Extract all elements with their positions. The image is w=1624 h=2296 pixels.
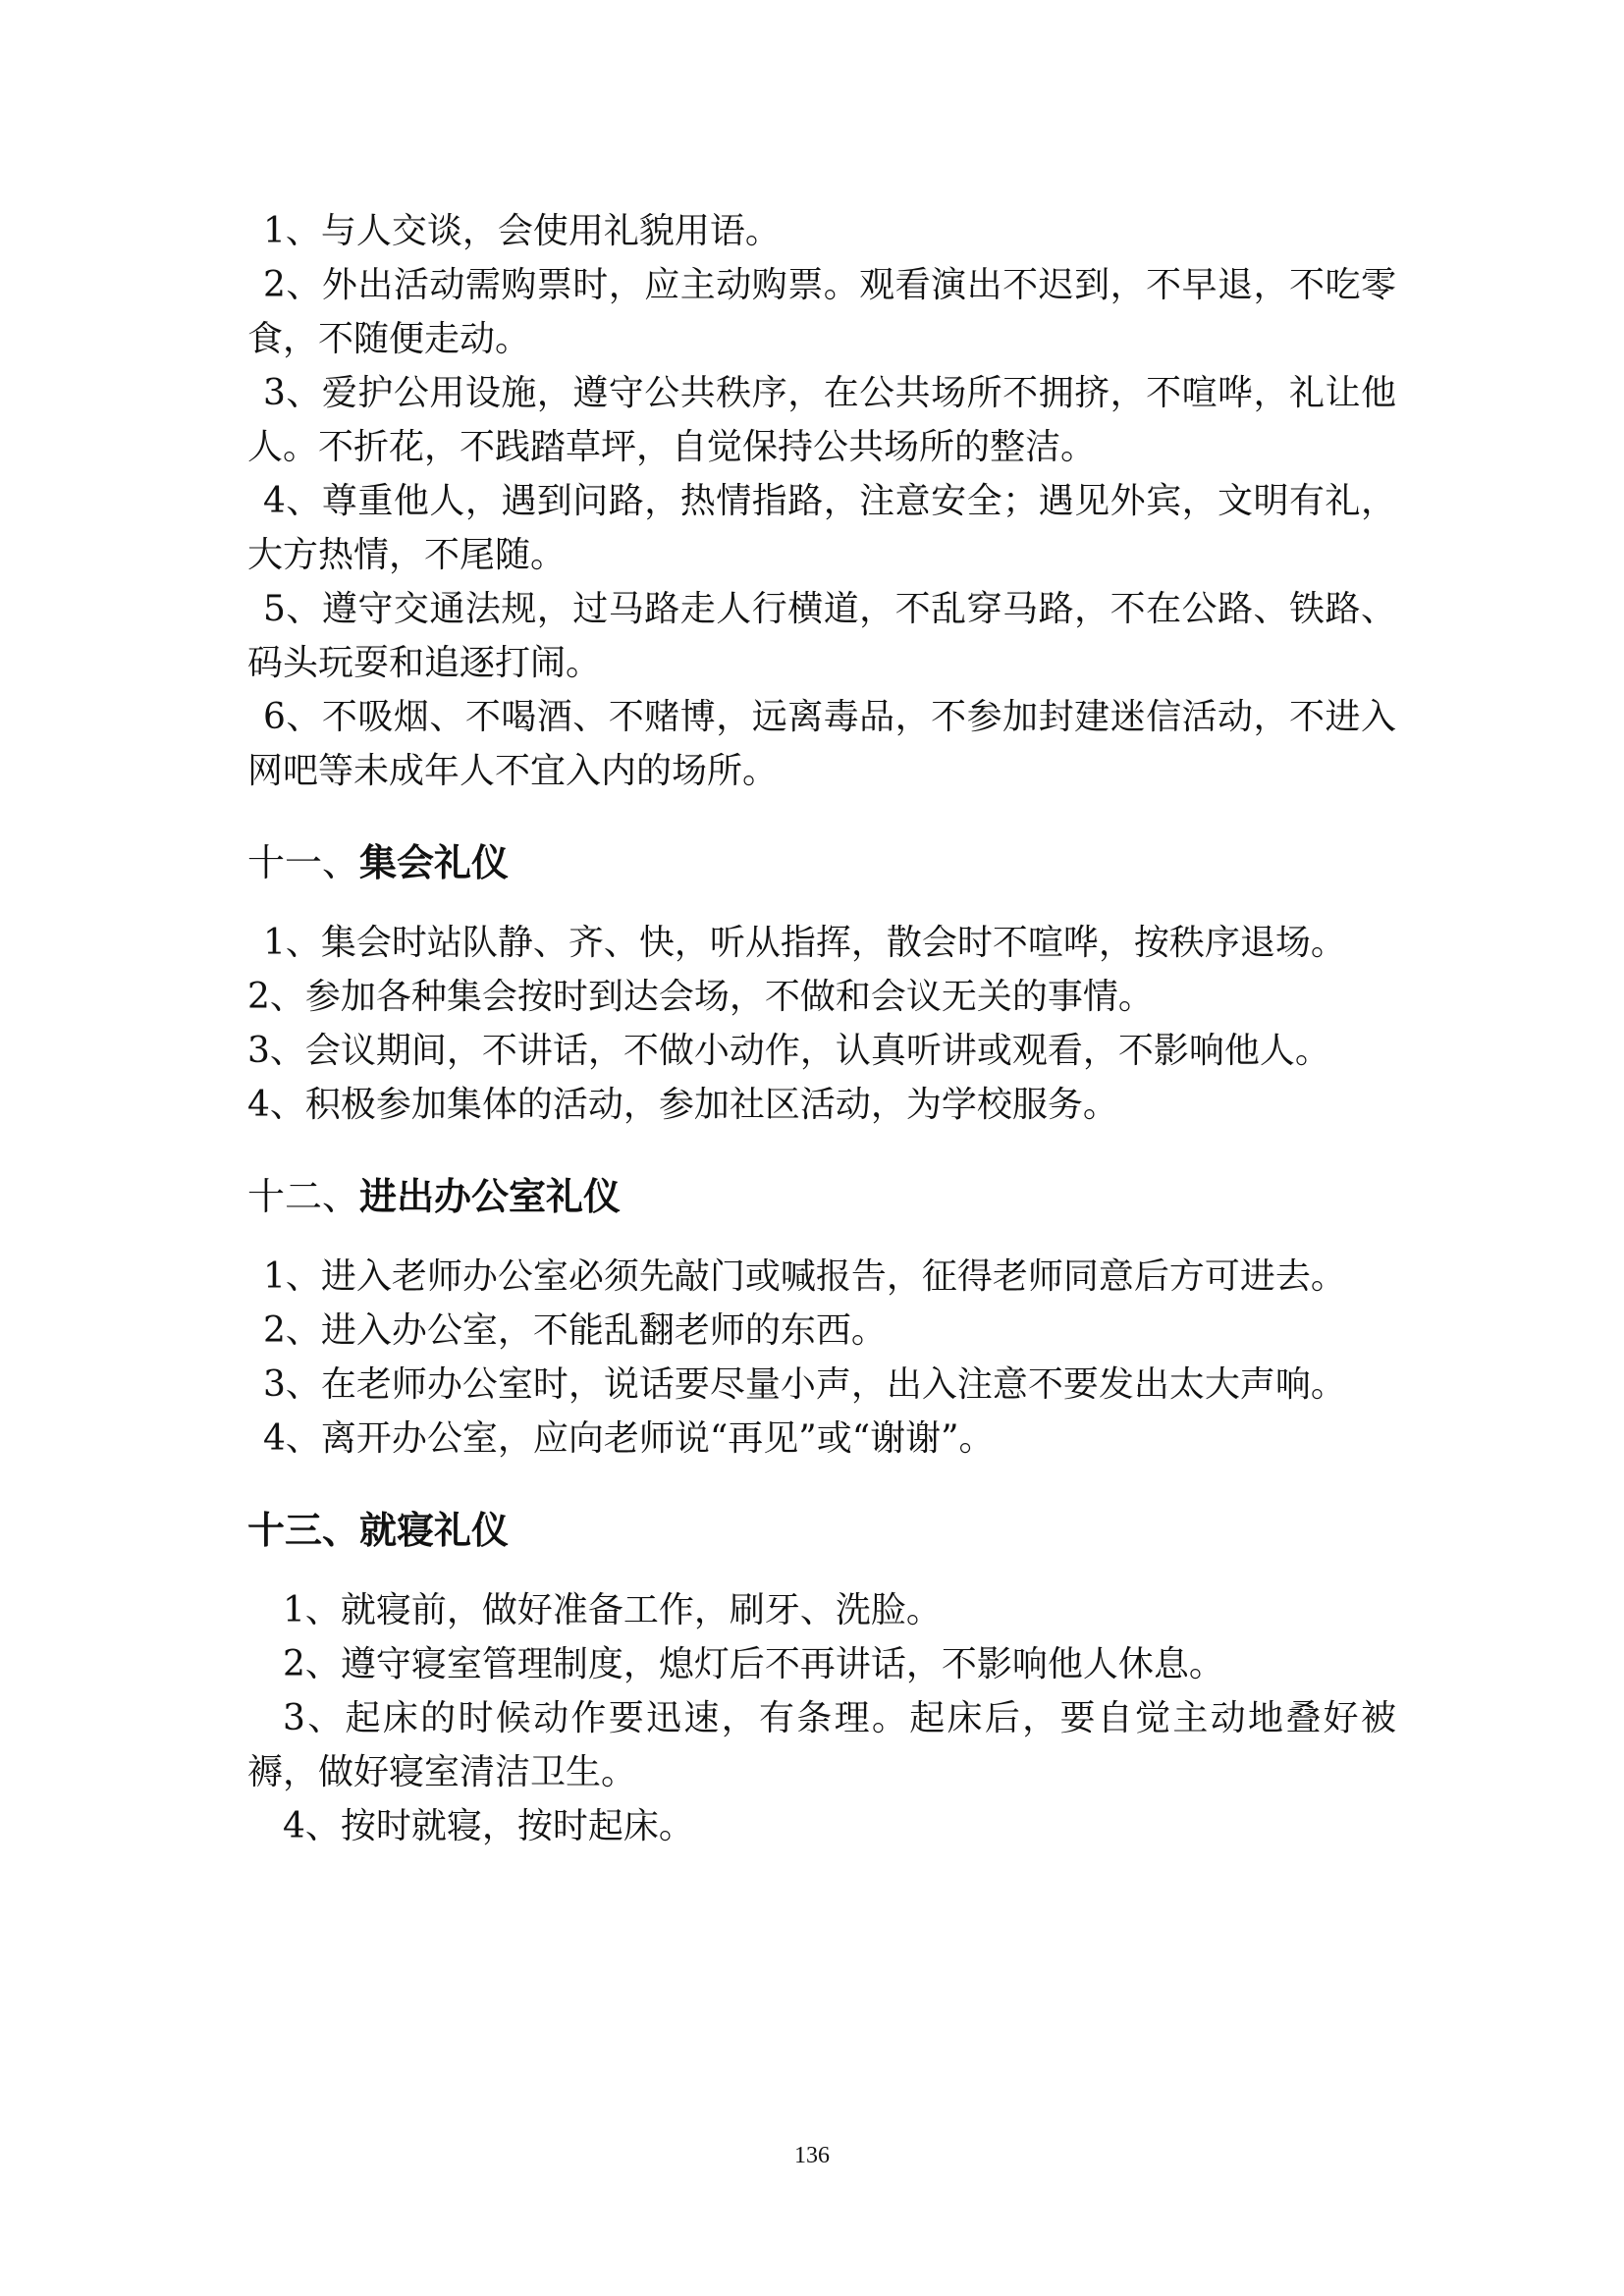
list-item: 1、就寝前，做好准备工作，刷牙、洗脸。 bbox=[283, 1590, 942, 1630]
section-13-number: 十三、 bbox=[247, 1509, 360, 1552]
list-item: 1、与人交谈，会使用礼貌用语。 bbox=[263, 211, 781, 251]
section-12-title: 进出办公室礼仪 bbox=[359, 1175, 622, 1218]
list-item: 1、集会时站队静、齐、快，听从指挥，散会时不喧哗，按秩序退场。 bbox=[263, 923, 1346, 963]
page-number: 136 bbox=[794, 2143, 830, 2168]
section-11-heading bbox=[247, 835, 1396, 890]
list-item: 2、参加各种集会按时到达会场，不做和会议无关的事情。 bbox=[247, 977, 1154, 1017]
section-12-number: 十二、 bbox=[247, 1175, 360, 1218]
list-item: 5、遵守交通法规，过马路走人行横道，不乱穿马路，不在公路、铁路、码头玩耍和追逐打闹。 bbox=[247, 589, 1396, 683]
section-12-list bbox=[247, 1250, 1396, 1466]
section-13-title: 就寝礼仪 bbox=[359, 1509, 510, 1552]
section-13-heading bbox=[247, 1503, 1396, 1558]
list-item: 2、进入办公室，不能乱翻老师的东西。 bbox=[263, 1310, 887, 1351]
section-10-list bbox=[247, 204, 1396, 798]
list-item: 3、爱护公用设施，遵守公共秩序，在公共场所不拥挤，不喧哗，礼让他人。不折花，不践踏草坪，自觉保持公共场所的整洁。 bbox=[247, 373, 1396, 467]
list-item: 6、不吸烟、不喝酒、不赌博，远离毒品，不参加封建迷信活动，不进入网吧等未成年人不宜入内的场所。 bbox=[247, 697, 1396, 791]
list-item: 4、离开办公室，应向老师说“再见”或“谢谢”。 bbox=[263, 1418, 995, 1459]
section-12-heading bbox=[247, 1169, 1396, 1224]
section-13-list bbox=[247, 1583, 1396, 1853]
list-item: 3、会议期间，不讲话，不做小动作，认真听讲或观看，不影响他人。 bbox=[247, 1031, 1330, 1071]
list-item: 4、积极参加集体的活动，参加社区活动，为学校服务。 bbox=[247, 1085, 1118, 1125]
list-item: 3、在老师办公室时，说话要尽量小声，出入注意不要发出太大声响。 bbox=[263, 1364, 1346, 1405]
list-item: 4、尊重他人，遇到问路，热情指路，注意安全；遇见外宾，文明有礼，大方热情，不尾随。 bbox=[247, 481, 1396, 575]
list-item: 4、按时就寝，按时起床。 bbox=[283, 1806, 694, 1846]
list-item: 3、起床的时候动作要迅速，有条理。起床后，要自觉主动地叠好被褥，做好寝室清洁卫生。 bbox=[247, 1698, 1396, 1792]
section-11-number: 十一、 bbox=[247, 841, 360, 884]
page-content bbox=[247, 204, 1396, 1853]
list-item: 1、进入老师办公室必须先敲门或喊报告，征得老师同意后方可进去。 bbox=[263, 1256, 1346, 1297]
list-item: 2、遵守寝室管理制度，熄灯后不再讲话，不影响他人休息。 bbox=[283, 1644, 1224, 1684]
list-item: 2、外出活动需购票时，应主动购票。观看演出不迟到，不早退，不吃零食，不随便走动。 bbox=[247, 265, 1396, 359]
section-11-title: 集会礼仪 bbox=[359, 841, 510, 884]
section-11-list bbox=[247, 916, 1396, 1132]
